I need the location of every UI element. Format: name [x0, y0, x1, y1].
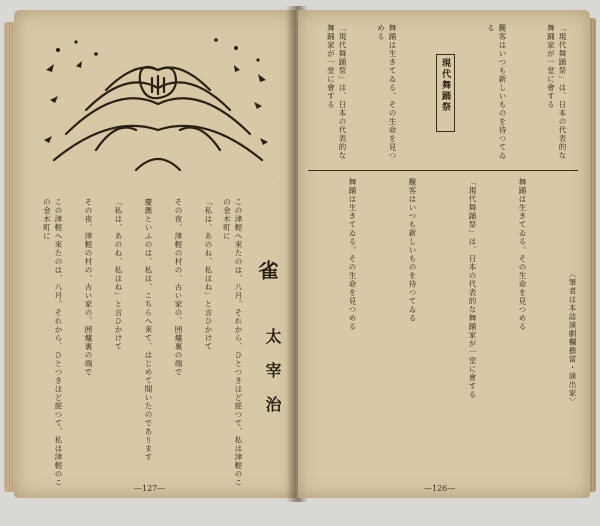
right-text-lower-4: 舞踊は生きてゐる。その生命を見つめる — [518, 178, 527, 331]
author-name: 太宰治 — [263, 328, 282, 430]
left-page-number: —127— — [134, 484, 166, 493]
right-page-number: —126— — [424, 484, 456, 493]
left-page — [14, 10, 296, 498]
left-text-column-6: その夜、津輕の村の、古い家の、囲爐裏の端で — [84, 198, 93, 377]
left-text-column-7: この津輕へ來たのは、八月。それから、ひとつきほど經つて、私は津輕のこの金木町に — [42, 198, 63, 487]
story-title: 雀 — [255, 260, 279, 284]
left-text-column-2: 「私は、あのね、私はね」と言ひかけて — [204, 198, 213, 351]
right-page — [298, 10, 590, 498]
right-text-upper-1: 「現代舞踊祭」は、日本の代表的な舞踊家が一堂に會する — [326, 24, 347, 160]
right-text-lower-3: 「現代舞踊祭」は、日本の代表的な舞踊家が一堂に會する — [468, 178, 477, 399]
floral-woodcut-illustration — [36, 30, 280, 180]
left-text-column-4: 慶應といふのは、私は、こちらへ來て、はじめて聞いたのであります — [144, 198, 153, 462]
right-text-upper-3: 觀客はいつも新しいものを待つてゐる — [486, 24, 507, 160]
right-text-upper-4: 「現代舞踊祭」は、日本の代表的な舞踊家が一堂に會する — [546, 24, 567, 160]
author-note: 〈筆者は本誌演劇欄擔當・演出家〉 — [568, 270, 577, 406]
section-heading-box: 現代舞踊祭 — [436, 54, 455, 132]
left-text-column-1: この津輕へ來たのは、八月。それから、ひとつきほど經つて、私は津輕のこの金木町に — [222, 198, 243, 487]
left-text-column-5: 「私は、あのね、私はね」と言ひかけて — [114, 198, 123, 351]
right-text-lower-2: 觀客はいつも新しいものを待つてゐる — [408, 178, 417, 323]
divider-rule — [308, 170, 578, 171]
right-text-lower-1: 舞踊は生きてゐる。その生命を見つめる — [348, 178, 357, 331]
right-text-upper-2: 舞踊は生きてゐる。その生命を見つめる — [376, 24, 397, 160]
left-text-column-3: その夜、津輕の村の、古い家の、囲爐裏の端で — [174, 198, 183, 377]
